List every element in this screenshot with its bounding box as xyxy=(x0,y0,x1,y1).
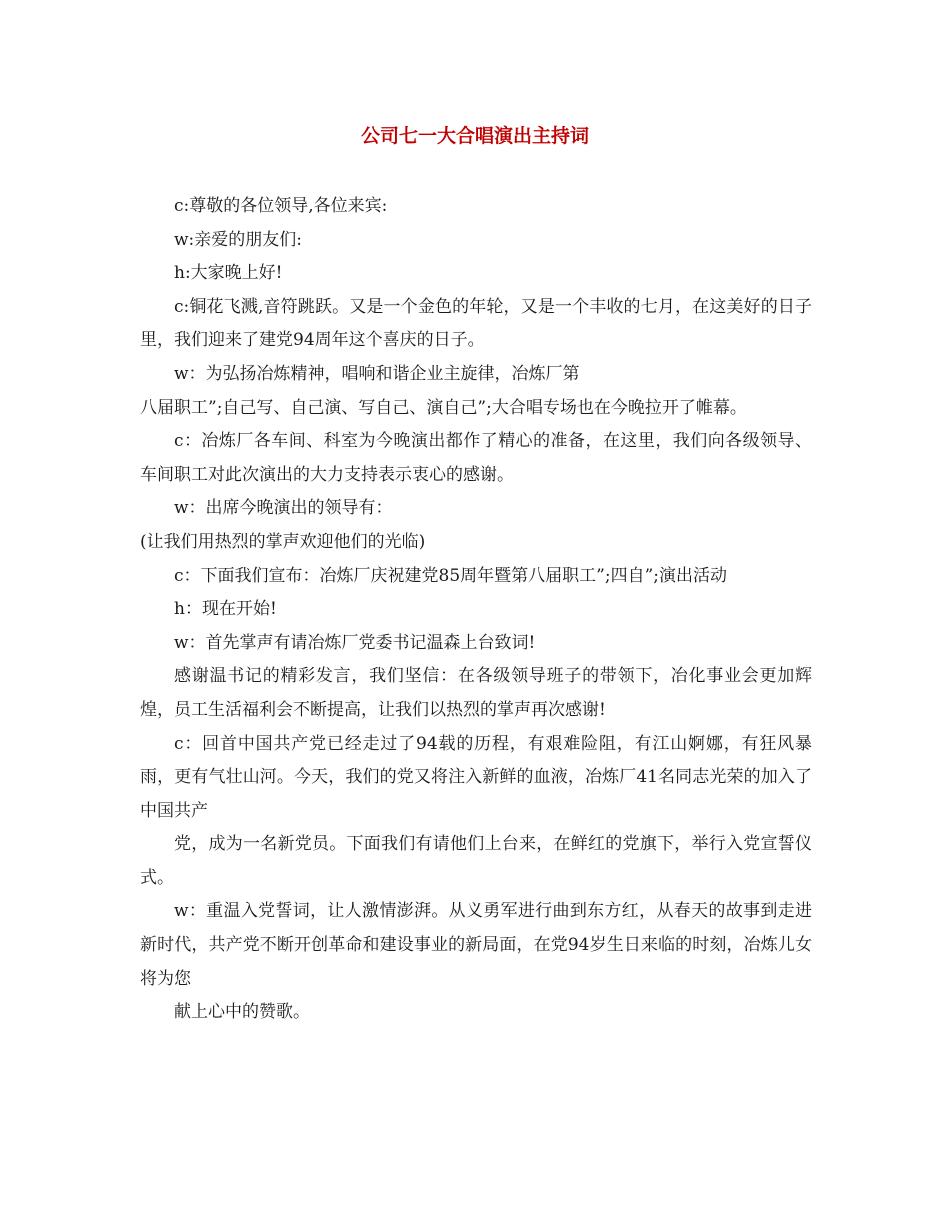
paragraph: w：重温入党誓词，让人激情澎湃。从义勇军进行曲到东方红，从春天的故事到走进新时代，共产党不断开创革命和建设事业的新局面，在党94岁生日来临的时刻，冶炼儿女将为您 xyxy=(140,901,812,989)
paragraph: w：为弘扬冶炼精神，唱响和谐企业主旋律，冶炼厂第 xyxy=(174,363,580,384)
paragraph: c：下面我们宣布：冶炼厂庆祝建党85周年暨第八届职工”;四自”;演出活动 xyxy=(174,565,727,586)
paragraph: 感谢温书记的精彩发言，我们坚信：在各级领导班子的带领下，冶化事业会更加辉煌，员工生活福利会不断提高，让我们以热烈的掌声再次感谢! xyxy=(140,666,812,720)
paragraph: h：现在开始! xyxy=(174,599,277,620)
paragraph: 党，成为一名新党员。下面我们有请他们上台来，在鲜红的党旗下，举行入党宣誓仪式。 xyxy=(140,834,812,888)
paragraph: h:大家晚上好! xyxy=(174,263,283,284)
document-title: 公司七一大合唱演出主持词 xyxy=(360,125,589,147)
paragraph: 献上心中的赞歌。 xyxy=(174,1002,310,1023)
paragraph: (让我们用热烈的掌声欢迎他们的光临) xyxy=(140,531,426,552)
paragraph: c：冶炼厂各车间、科室为今晚演出都作了精心的准备，在这里，我们向各级领导、车间职工对此次演出的大力支持表示衷心的感谢。 xyxy=(140,431,812,485)
document-body xyxy=(140,190,812,1030)
paragraph: w：首先掌声有请冶炼厂党委书记温森上台致词! xyxy=(174,632,536,653)
paragraph: c:尊敬的各位领导,各位来宾: xyxy=(174,196,388,216)
paragraph: 八届职工”;自己写、自己演、写自己、演自己”;大合唱专场也在今晚拉开了帷幕。 xyxy=(140,397,747,418)
paragraph: w：出席今晚演出的领导有： xyxy=(174,498,393,519)
paragraph: c：回首中国共产党已经走过了94载的历程，有艰难险阻，有江山婀娜，有狂风暴雨，更有气壮山河。今天，我们的党又将注入新鲜的血液，冶炼厂41名同志光荣的加入了中国共产 xyxy=(140,733,812,821)
paragraph: c:铜花飞溅,音符跳跃。又是一个金色的年轮，又是一个丰收的七月，在这美好的日子里，我们迎来了建党94周年这个喜庆的日子。 xyxy=(140,296,812,351)
paragraph: w:亲爱的朋友们: xyxy=(174,229,303,250)
